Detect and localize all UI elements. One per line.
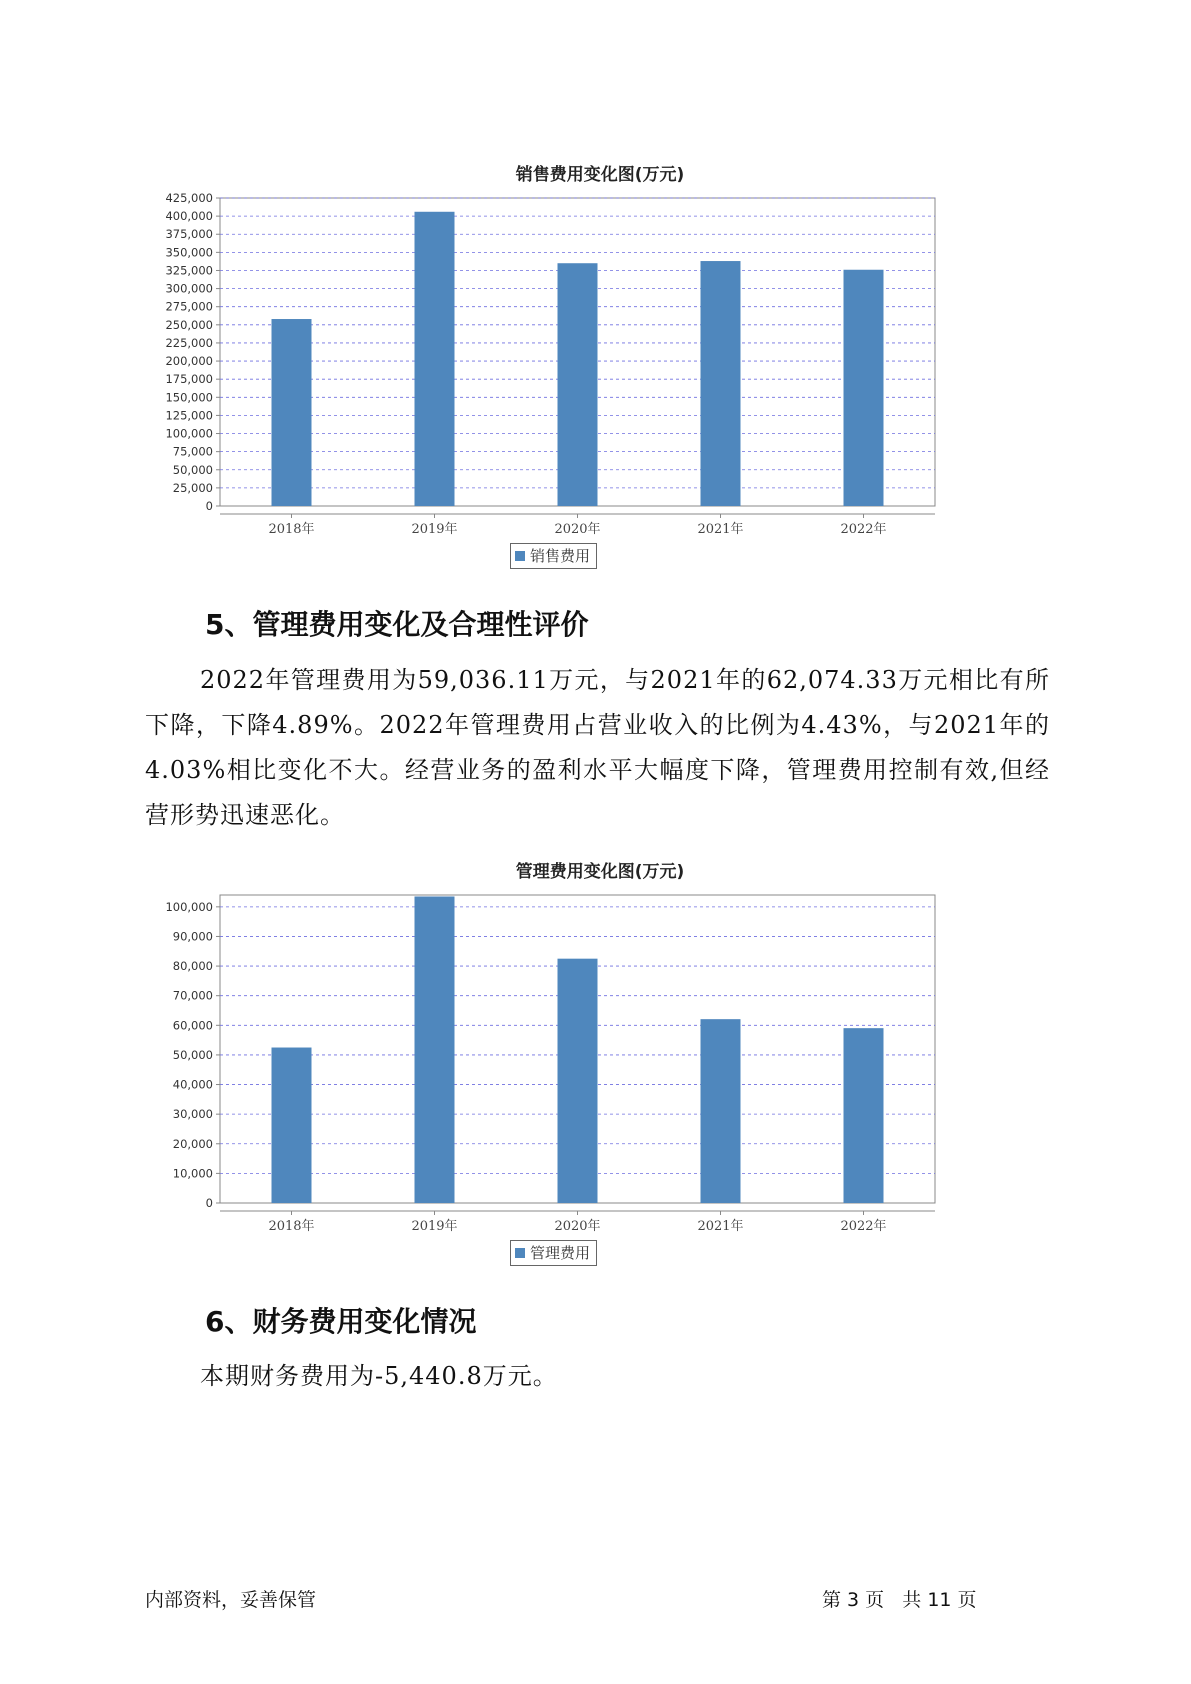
chart-title: 销售费用变化图(万元) <box>515 165 685 185</box>
y-tick-label: 175,000 <box>165 372 213 387</box>
legend-swatch <box>515 1248 525 1258</box>
y-tick-label: 125,000 <box>165 408 213 423</box>
bar <box>701 261 741 506</box>
footer-page-number: 第 3 页 共 11 页 <box>822 1589 977 1611</box>
y-tick-label: 225,000 <box>165 335 213 350</box>
y-tick-label: 150,000 <box>165 390 213 405</box>
bar <box>844 270 884 506</box>
x-tick-label: 2018年 <box>268 522 315 537</box>
y-tick-label: 250,000 <box>165 317 213 332</box>
bar <box>558 263 598 506</box>
y-tick-label: 0 <box>205 499 213 513</box>
section-5-paragraph: 2022年管理费用为59,036.11万元，与2021年的62,074.33万元相比有所下降，下降4.89%。2022年管理费用占营业收入的比例为4.43%，与2021年的4.03%相比变化不大。经营业务的盈利水平大幅度下降，管理费用控制有效,但经营形势迅速恶化。 <box>145 666 1050 829</box>
y-tick-label: 10,000 <box>172 1166 213 1181</box>
section-5-heading: 5、管理费用变化及合理性评价 <box>205 608 589 641</box>
x-tick-label: 2019年 <box>411 522 458 537</box>
x-tick-label: 2021年 <box>697 1219 744 1234</box>
x-tick-label: 2022年 <box>840 1219 887 1234</box>
admin-expense-chart <box>160 852 1040 1272</box>
x-tick-label: 2020年 <box>554 1219 601 1234</box>
y-tick-label: 60,000 <box>172 1018 213 1033</box>
bar <box>844 1028 884 1203</box>
y-tick-label: 100,000 <box>165 426 213 441</box>
section-6-paragraph: 本期财务费用为-5,440.8万元。 <box>200 1362 558 1390</box>
bar <box>415 212 455 506</box>
y-tick-label: 30,000 <box>172 1107 213 1122</box>
y-tick-label: 400,000 <box>165 209 213 224</box>
y-tick-label: 80,000 <box>172 959 213 974</box>
chart-legend <box>510 543 597 569</box>
y-tick-label: 200,000 <box>165 354 213 369</box>
y-tick-label: 70,000 <box>172 988 213 1003</box>
x-tick-label: 2022年 <box>840 522 887 537</box>
y-tick-label: 425,000 <box>165 191 213 205</box>
bar <box>415 896 455 1203</box>
chart-legend <box>510 1240 597 1266</box>
y-tick-label: 75,000 <box>172 444 213 459</box>
y-tick-label: 90,000 <box>172 929 213 944</box>
bar <box>701 1019 741 1203</box>
legend-label: 销售费用 <box>530 547 591 565</box>
y-tick-label: 300,000 <box>165 281 213 296</box>
chart-plot <box>160 887 1040 1267</box>
y-tick-label: 375,000 <box>165 227 213 242</box>
y-tick-label: 275,000 <box>165 299 213 314</box>
chart-plot <box>160 190 1040 570</box>
chart-title: 管理费用变化图(万元) <box>515 862 685 882</box>
x-tick-label: 2018年 <box>268 1219 315 1234</box>
x-tick-label: 2019年 <box>411 1219 458 1234</box>
legend-swatch <box>515 551 525 561</box>
legend-label: 管理费用 <box>530 1244 591 1262</box>
y-tick-label: 25,000 <box>172 480 213 495</box>
footer-left: 内部资料，妥善保管 <box>145 1589 317 1611</box>
y-tick-label: 40,000 <box>172 1077 213 1092</box>
y-tick-label: 50,000 <box>172 1047 213 1062</box>
sales-expense-chart <box>160 155 1040 575</box>
y-tick-label: 325,000 <box>165 263 213 278</box>
y-tick-label: 0 <box>205 1196 213 1210</box>
x-tick-label: 2021年 <box>697 522 744 537</box>
y-tick-label: 100,000 <box>165 899 213 914</box>
bar <box>272 1048 312 1203</box>
section-6-heading: 6、财务费用变化情况 <box>205 1305 477 1338</box>
y-tick-label: 20,000 <box>172 1136 213 1151</box>
y-tick-label: 50,000 <box>172 462 213 477</box>
x-tick-label: 2020年 <box>554 522 601 537</box>
y-tick-label: 350,000 <box>165 245 213 260</box>
bar <box>558 959 598 1203</box>
bar <box>272 319 312 506</box>
